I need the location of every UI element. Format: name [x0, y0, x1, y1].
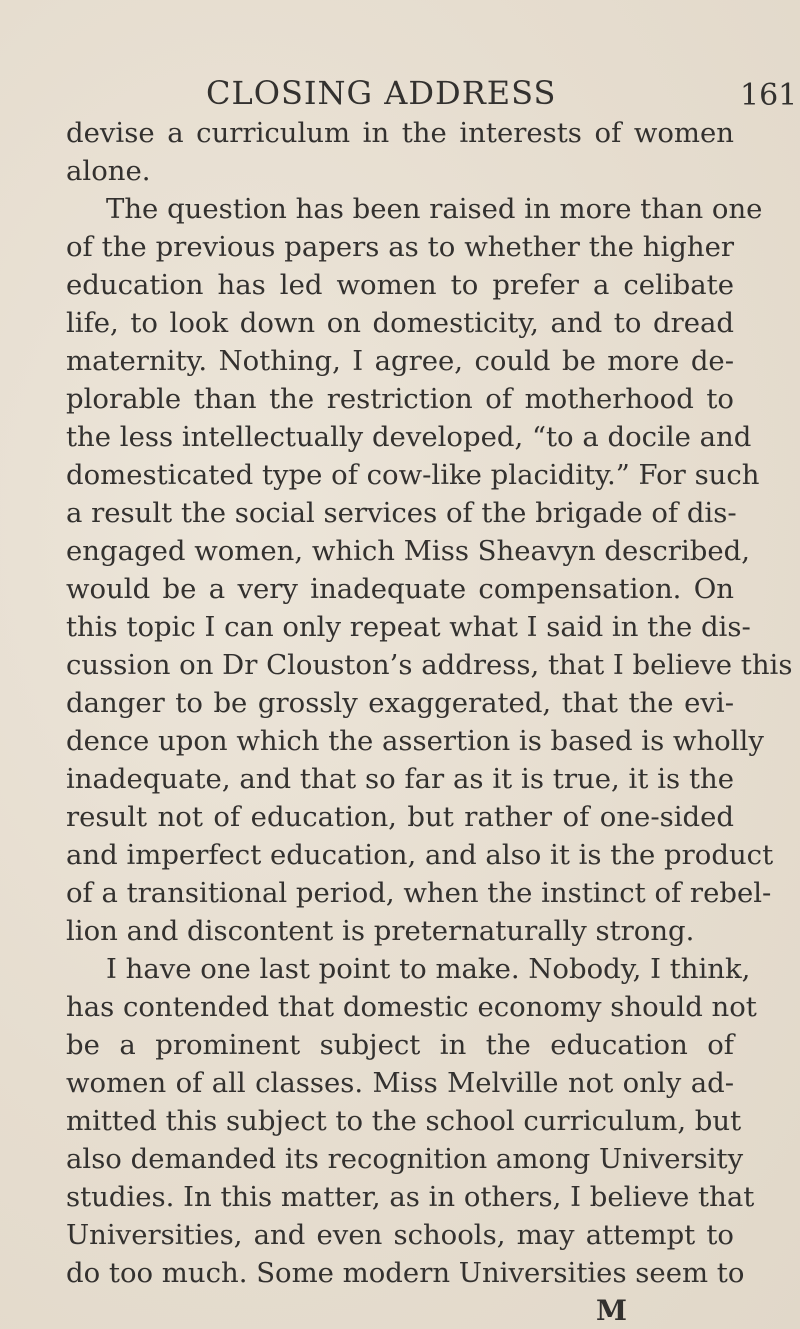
text-line: dence upon which the assertion is based is wholly	[66, 725, 764, 757]
text-line: women of all classes. Miss Melville not only ad-	[66, 1067, 734, 1099]
text-line: cussion on Dr Clouston’s address, that I believe this	[66, 649, 793, 681]
text-line: mitted this subject to the school curriculum, but	[66, 1105, 742, 1137]
text-line: the less intellectually developed, “to a docile and	[66, 421, 752, 453]
page-number: 161	[740, 78, 798, 113]
text-line: Universities, and even schools, may attempt to	[66, 1219, 734, 1251]
text-line: be a prominent subject in the education of	[66, 1029, 734, 1061]
text-line: maternity. Nothing, I agree, could be more de-	[66, 345, 734, 377]
text-line: of the previous papers as to whether the higher	[66, 231, 734, 263]
signature-mark: M	[596, 1294, 627, 1327]
text-line: life, to look down on domesticity, and to dread	[66, 307, 734, 339]
text-line: do too much. Some modern Universities seem to	[66, 1257, 745, 1289]
text-line: a result the social services of the brigade of dis-	[66, 497, 737, 529]
text-line: result not of education, but rather of one-sided	[66, 801, 734, 833]
text-line: studies. In this matter, as in others, I believe that	[66, 1181, 755, 1213]
text-line: and imperfect education, and also it is the product	[66, 839, 774, 871]
text-line: this topic I can only repeat what I said in the dis-	[66, 611, 751, 643]
text-line: inadequate, and that so far as it is true, it is the	[66, 763, 734, 795]
text-line: of a transitional period, when the instinct of rebel-	[66, 877, 772, 909]
paragraph-start-line: The question has been raised in more than one	[106, 193, 763, 225]
text-line: devise a curriculum in the interests of women	[66, 117, 734, 149]
text-line: education has led women to prefer a celibate	[66, 269, 734, 301]
text-line: danger to be grossly exaggerated, that the evi-	[66, 687, 734, 719]
text-line: plorable than the restriction of motherhood to	[66, 383, 734, 415]
text-line: alone.	[66, 155, 151, 187]
text-line: also demanded its recognition among University	[66, 1143, 744, 1175]
text-line: domesticated type of cow-like placidity.” For such	[66, 459, 760, 491]
text-line: would be a very inadequate compensation. On	[66, 573, 734, 605]
paragraph-start-line: I have one last point to make. Nobody, I think,	[106, 953, 751, 985]
text-line: lion and discontent is preternaturally strong.	[66, 915, 695, 947]
text-line: has contended that domestic economy should not	[66, 991, 757, 1023]
text-line: engaged women, which Miss Sheavyn described,	[66, 535, 750, 567]
running-head-title: CLOSING ADDRESS	[206, 74, 557, 112]
